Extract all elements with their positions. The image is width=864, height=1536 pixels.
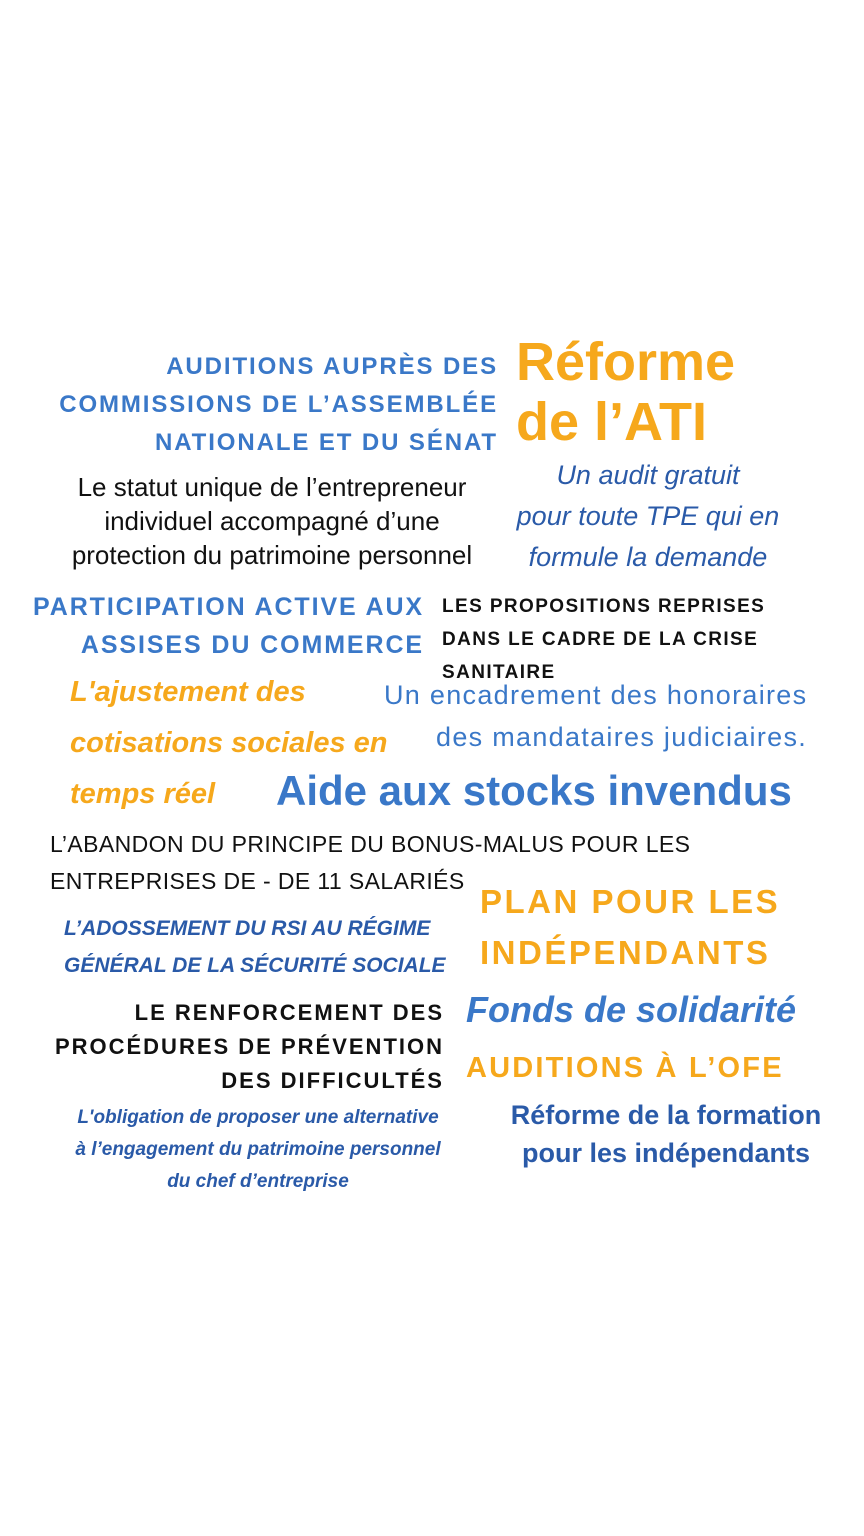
statut-unique-text (28, 470, 516, 572)
audit-gratuit-line: pour toute TPE qui en (516, 501, 780, 531)
plan-independants-line: PLAN POUR LES (480, 883, 781, 920)
renforcement-line: PROCÉDURES DE PRÉVENTION (54, 1034, 444, 1059)
reforme-ati-line: de l’ATI (516, 392, 708, 452)
propositions-line: DANS LE CADRE DE LA CRISE (442, 629, 759, 650)
encadrement-line: Un encadrement des honoraires (384, 680, 808, 710)
participation-text (33, 588, 424, 664)
obligation-line: à l’engagement du patrimoine personnel (75, 1139, 441, 1160)
auditions-assemblee-line: NATIONALE ET DU SÉNAT (154, 429, 498, 456)
bonus-malus-line: ENTREPRISES DE - DE 11 SALARIÉS (50, 868, 465, 894)
audit-gratuit-text (498, 455, 798, 578)
ajustement-line: temps réel (70, 778, 216, 810)
fonds-solidarite-text: Fonds de solidarité (466, 989, 797, 1030)
auditions-ofe-text: AUDITIONS À L’OFE (466, 1052, 784, 1084)
renforcement-text (55, 996, 444, 1098)
statut-unique-line: Le statut unique de l’entrepreneur (77, 472, 467, 502)
bonus-malus-line: L’ABANDON DU PRINCIPE DU BONUS-MALUS POUR LES (50, 831, 691, 857)
encadrement-line: des mandataires judiciaires. (436, 722, 808, 752)
auditions-assemblee-line: AUDITIONS AUPRÈS DES (166, 353, 498, 380)
aide-stocks-text: Aide aux stocks invendus (276, 767, 792, 814)
statut-unique-line: individuel accompagné d’une (104, 506, 440, 536)
plan-independants-line: INDÉPENDANTS (480, 934, 771, 971)
auditions-assemblee-line: COMMISSIONS DE L’ASSEMBLÉE (59, 391, 498, 418)
adossement-line: L’ADOSSEMENT DU RSI AU RÉGIME (64, 917, 431, 940)
reforme-formation-text (484, 1096, 848, 1172)
propositions-line: LES PROPOSITIONS REPRISES (442, 596, 766, 617)
reforme-formation-line: Réforme de la formation (510, 1100, 822, 1130)
adossement-text (64, 910, 446, 984)
reforme-ati-text (516, 332, 735, 452)
renforcement-line: LE RENFORCEMENT DES (134, 1000, 444, 1025)
participation-line: ASSISES DU COMMERCE (80, 631, 424, 659)
audit-gratuit-line: Un audit gratuit (556, 460, 740, 490)
obligation-text (36, 1102, 480, 1198)
reforme-formation-line: pour les indépendants (521, 1138, 811, 1168)
participation-line: PARTICIPATION ACTIVE AUX (33, 593, 424, 621)
propositions-line: SANITAIRE (442, 662, 556, 683)
audit-gratuit-line: formule la demande (528, 542, 768, 572)
statut-unique-line: protection du patrimoine personnel (71, 540, 473, 570)
obligation-line: L'obligation de proposer une alternative (77, 1107, 439, 1128)
obligation-line: du chef d’entreprise (167, 1171, 349, 1192)
encadrement-text (384, 674, 807, 758)
plan-independants-text (480, 876, 780, 978)
adossement-line: GÉNÉRAL DE LA SÉCURITÉ SOCIALE (64, 954, 446, 977)
ajustement-line: cotisations sociales en (70, 727, 388, 759)
ajustement-line: L'ajustement des (70, 676, 306, 708)
renforcement-line: DES DIFFICULTÉS (221, 1068, 444, 1093)
auditions-assemblee-text (59, 348, 498, 462)
reforme-ati-line: Réforme (516, 332, 736, 392)
